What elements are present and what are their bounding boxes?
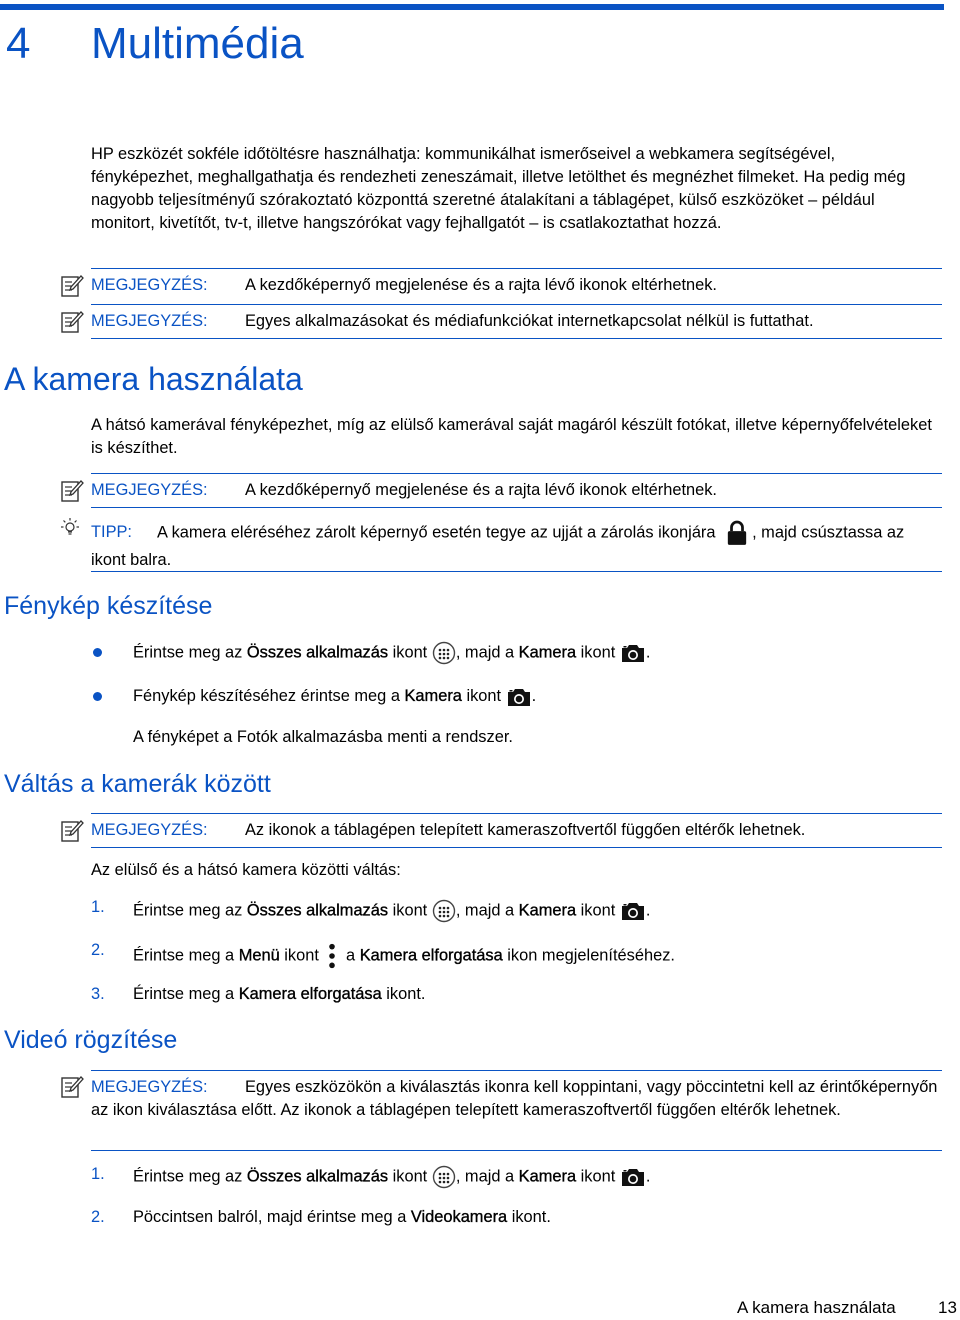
step-text: Pöccintsen balról, majd érintse meg a xyxy=(133,1208,411,1226)
camera-icon xyxy=(620,900,646,922)
step-bold: Kamera xyxy=(518,1167,577,1186)
note-text: A kezdőképernyő megjelenése és a rajta lévő ikonok eltérhetnek. xyxy=(245,276,717,294)
section-title-photo: Fénykép készítése xyxy=(4,592,213,620)
note-label: MEGJEGYZÉS: xyxy=(91,1078,208,1096)
step-text: Érintse meg az xyxy=(133,643,247,662)
all-apps-icon xyxy=(432,1165,456,1189)
step-text: , majd a xyxy=(455,1167,519,1186)
step-bold: Kamera elforgatása xyxy=(359,946,503,965)
step-bold: Összes alkalmazás xyxy=(246,901,389,920)
note-label: MEGJEGYZÉS: xyxy=(91,276,208,294)
switch-step-2 xyxy=(133,942,675,970)
note-icon xyxy=(60,310,84,334)
menu-icon xyxy=(327,942,337,970)
note-text: Az ikonok a táblagépen telepített kameraszoftvertől függően eltérők lehetnek. xyxy=(245,821,806,839)
step-text: a xyxy=(341,946,360,965)
step-text: Érintse meg az xyxy=(133,901,247,920)
step-text: ikont xyxy=(576,1167,616,1186)
note-label: MEGJEGYZÉS: xyxy=(91,481,208,499)
step-text: . xyxy=(645,901,651,920)
step-bold: Kamera xyxy=(518,643,577,662)
note-rule xyxy=(91,507,942,508)
step-text: Fénykép készítéséhez érintse meg a xyxy=(133,687,405,705)
photo-step-1 xyxy=(133,641,650,665)
step-text: ikont xyxy=(388,901,428,920)
step-bold: Kamera xyxy=(518,901,577,920)
video-step-2 xyxy=(133,1206,551,1229)
note-rule xyxy=(91,571,942,572)
bullet xyxy=(93,648,102,657)
note-rule xyxy=(91,338,942,339)
note-1 xyxy=(91,274,942,297)
camera-icon xyxy=(620,1166,646,1188)
step-text: Érintse meg a xyxy=(133,946,239,965)
step-text: ikont xyxy=(576,643,616,662)
all-apps-icon xyxy=(432,641,456,665)
section-title-switch: Váltás a kamerák között xyxy=(4,770,271,798)
switch-intro: Az elülső és a hátsó kamera közötti váltás: xyxy=(91,861,401,879)
photo-step-2 xyxy=(133,685,536,708)
note-rule xyxy=(91,847,942,848)
bullet xyxy=(93,692,102,701)
switch-step-1 xyxy=(133,899,650,923)
note-icon xyxy=(60,479,84,503)
step-text: . xyxy=(531,687,537,705)
step-text: ikont xyxy=(461,687,502,705)
step-text: Érintse meg a xyxy=(133,985,239,1003)
all-apps-icon xyxy=(432,899,456,923)
camera-icon xyxy=(506,686,532,708)
note-icon xyxy=(60,819,84,843)
note-icon xyxy=(60,1075,84,1099)
step-text: , majd a xyxy=(455,901,519,920)
note-label: MEGJEGYZÉS: xyxy=(91,821,208,839)
tip-label: TIPP: xyxy=(91,523,132,542)
photo-result-text: A fényképet a Fotók alkalmazásba menti a rendszer. xyxy=(133,728,513,746)
note-5 xyxy=(91,1076,942,1122)
step-number: 3. xyxy=(91,985,105,1003)
switch-step-3 xyxy=(133,983,425,1006)
step-bold: Összes alkalmazás xyxy=(246,643,389,662)
note-rule xyxy=(91,473,942,474)
step-text: ikont xyxy=(388,643,428,662)
step-bold: Kamera elforgatása xyxy=(238,985,382,1003)
step-bold: Kamera xyxy=(404,687,462,705)
note-label: MEGJEGYZÉS: xyxy=(91,312,208,330)
step-text: ikont. xyxy=(507,1208,551,1226)
step-bold: Menü xyxy=(238,946,280,965)
section-title-camera: A kamera használata xyxy=(4,361,303,397)
note-rule xyxy=(91,1150,942,1151)
step-text: ikont xyxy=(279,946,319,965)
step-number: 2. xyxy=(91,1208,105,1226)
camera-icon xyxy=(620,642,646,664)
step-text: . xyxy=(645,1167,651,1186)
step-number: 1. xyxy=(91,1165,105,1183)
camera-paragraph: A hátsó kamerával fényképezhet, míg az elülső kamerával saját magáról készült fotókat, illetve képernyőfelvételeket is készíthet. xyxy=(91,416,932,457)
note-text: A kezdőképernyő megjelenése és a rajta lévő ikonok eltérhetnek. xyxy=(245,481,717,499)
note-icon xyxy=(60,274,84,298)
step-text: ikont xyxy=(576,901,616,920)
video-step-1 xyxy=(133,1165,650,1189)
step-bold: Videokamera xyxy=(410,1208,508,1226)
chapter-number: 4 xyxy=(6,19,31,68)
note-3 xyxy=(91,479,942,502)
step-number: 2. xyxy=(91,941,105,959)
step-text: ikont. xyxy=(381,985,426,1003)
step-text: Érintse meg az xyxy=(133,1167,247,1186)
tip-text-before: A kamera eléréséhez zárolt képernyő esetén tegye az ujját a zárolás ikonjára xyxy=(157,523,716,542)
note-rule xyxy=(91,1070,942,1071)
note-text: Egyes eszközökön a kiválasztás ikonra kell koppintani, vagy pöccintetni kell az érintőképernyőn az ikon kiválasztása előtt. Az ikonok a táblagépen telepített kameraszoftvertől függően eltérők lehetnek. xyxy=(91,1078,938,1119)
step-text: , majd a xyxy=(455,643,519,662)
note-rule xyxy=(91,813,942,814)
tip-text-after: , majd csúsztassa az ikont balra. xyxy=(91,523,905,569)
lock-icon xyxy=(726,519,748,547)
intro-paragraph: HP eszközét sokféle időtöltésre használhatja: kommunikálhat ismerőseivel a webkamera segítségével, fényképezhet, meghallgathatja és rendezheti zeneszámait, illetve letölthet és megnézhet filmeket. Ha pedig még nagyobb teljesítményű szórakoztató központtá szeretné átalakítani a táblagépet, külső eszközöket – például monitort, kivetítőt, tv-t, illetve hangszórókat vagy fejhallgatót – is csatlakoztathat hozzá. xyxy=(91,145,906,232)
note-rule xyxy=(91,268,942,269)
step-text: . xyxy=(645,643,651,662)
step-text: ikont xyxy=(388,1167,428,1186)
top-rule xyxy=(0,4,944,10)
note-rule xyxy=(91,304,942,305)
lightbulb-icon xyxy=(58,516,82,540)
step-text: ikon megjelenítéséhez. xyxy=(502,946,675,965)
section-title-video: Videó rögzítése xyxy=(4,1026,178,1054)
tip xyxy=(91,519,942,573)
step-bold: Összes alkalmazás xyxy=(246,1167,389,1186)
step-number: 1. xyxy=(91,898,105,916)
note-2 xyxy=(91,310,942,333)
note-text: Egyes alkalmazásokat és médiafunkciókat internetkapcsolat nélkül is futtathat. xyxy=(245,312,814,330)
note-4 xyxy=(91,819,942,842)
footer-section-title: A kamera használata xyxy=(737,1298,896,1317)
footer-page-number: 13 xyxy=(938,1298,957,1317)
chapter-title: Multimédia xyxy=(91,19,304,68)
